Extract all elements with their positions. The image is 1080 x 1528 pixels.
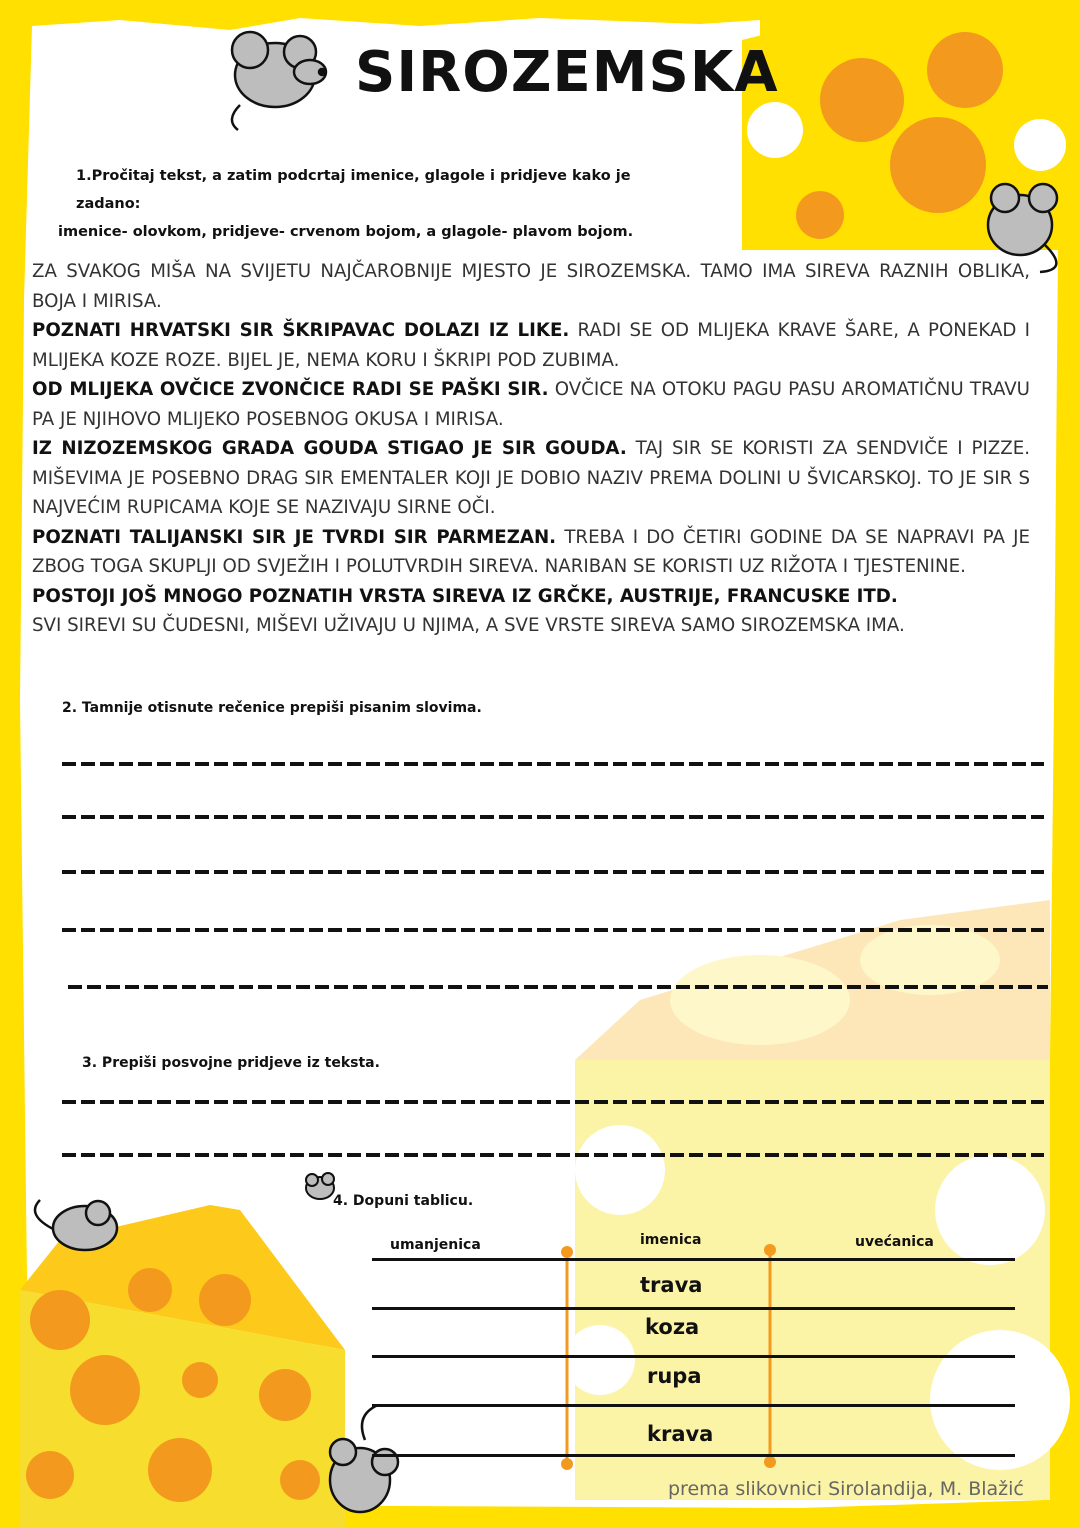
story-paragraph [32, 523, 1030, 582]
story-sentence: OVČICE NA OTOKU PAGU PASU AROMATIČNU TRAVU PA JE NJIHOVO MLIJEKO POSEBNOG OKUSA I MIRISA. [32, 379, 1030, 430]
story-bold-sentence: IZ NIZOZEMSKOG GRADA GOUDA STIGAO JE SIR GOUDA. [32, 438, 627, 459]
story-paragraph [32, 434, 1030, 523]
task3-label: 3. Prepiši posvojne pridjeve iz teksta. [82, 1055, 380, 1071]
cheese-hole [30, 1290, 90, 1350]
writing-line[interactable] [62, 762, 1044, 766]
cheese-hole [26, 1451, 74, 1499]
cheese-pale-hole [930, 1330, 1070, 1470]
table-line[interactable] [372, 1355, 1015, 1358]
mouse-title [232, 32, 326, 130]
credit-text: prema slikovnici Sirolandija, M. Blažić [668, 1478, 1024, 1500]
story-paragraph: SVI SIREVI SU ČUDESNI, MIŠEVI UŽIVAJU U NJIMA, A SVE VRSTE SIREVA SAMO SIROZEMSKA IMA. [32, 615, 905, 636]
mouse-bottom-left [35, 1200, 117, 1250]
story-paragraph: ZA SVAKOG MIŠA NA SVIJETU NAJČAROBNIJE MJESTO JE SIROZEMSKA. TAMO IMA SIREVA RAZNIH OBLIKA, BOJA I MIRISA. [32, 261, 1030, 312]
cheese-pale-hole [575, 1125, 665, 1215]
writing-line[interactable] [62, 815, 1044, 819]
story-sentence: RADI SE OD MLIJEKA KRAVE ŠARE, A PONEKAD I MLIJEKA KOZE ROZE. BIJEL JE, NEMA KORU I ŠKRIPI POD ZUBIMA. [32, 320, 1031, 371]
story-bold-sentence: OD MLIJEKA OVČICE ZVONČICE RADI SE PAŠKI SIR. [32, 379, 549, 400]
story-paragraph [32, 316, 1030, 375]
table-line[interactable] [372, 1454, 1015, 1457]
cheese-pale-hole [670, 955, 850, 1045]
cheese-hole [148, 1438, 212, 1502]
task1-line2: imenice- olovkom, pridjeve- crvenom bojom, a glagole- plavom bojom. [58, 224, 634, 240]
writing-line[interactable] [62, 1100, 1044, 1104]
cheese-hole [280, 1460, 320, 1500]
story-paragraph [32, 375, 1030, 434]
table-divider-dot [561, 1458, 573, 1470]
story-text [32, 257, 1030, 641]
writing-line[interactable] [62, 870, 1044, 874]
table-word: koza [645, 1315, 700, 1339]
cheese-hole [259, 1369, 311, 1421]
table-line [372, 1258, 1015, 1261]
writing-line[interactable] [68, 985, 1048, 989]
story-bold-sentence: POZNATI TALIJANSKI SIR JE TVRDI SIR PARMEZAN. [32, 526, 557, 548]
table-divider-dot [764, 1456, 776, 1468]
task2-label: 2. Tamnije otisnute rečenice prepiši pisanim slovima. [62, 700, 482, 716]
cheese-hole [199, 1274, 251, 1326]
cheese-pale-hole [565, 1325, 635, 1395]
cheese-hole [70, 1355, 140, 1425]
story-bold-sentence: POSTOJI JOŠ MNOGO POZNATIH VRSTA SIREVA IZ GRČKE, AUSTRIJE, FRANCUSKE ITD. [32, 585, 898, 607]
cheese-hole [747, 102, 803, 158]
task4-label: 4. Dopuni tablicu. [333, 1193, 474, 1209]
cheese-hole [890, 117, 986, 213]
table-header-umanjenica: umanjenica [390, 1237, 481, 1253]
table-word: rupa [647, 1364, 702, 1388]
story-paragraph [32, 582, 1030, 612]
cheese-hole [1014, 119, 1066, 171]
task1-line1: 1.Pročitaj tekst, a zatim podcrtaj imenice, glagole i pridjeve kako je zadano: [76, 168, 631, 212]
table-header-imenica: imenica [640, 1232, 702, 1248]
table-divider-dot [561, 1246, 573, 1258]
table-word: krava [647, 1422, 714, 1446]
table-header-uvecanica: uvećanica [855, 1234, 934, 1250]
cheese-hole [820, 58, 904, 142]
page-title: SIROZEMSKA [355, 40, 779, 105]
story-sentence: TREBA I DO ČETIRI GODINE DA SE NAPRAVI PA JE ZBOG TOGA SKUPLJI OD SVJEŽIH I POLUTVRDIH SIREVA. NARIBAN SE KORISTI UZ RIŽOTA I TJESTENINE. [32, 526, 1030, 577]
table-line[interactable] [372, 1404, 1015, 1407]
task1-instructions [58, 162, 678, 246]
story-bold-sentence: POZNATI HRVATSKI SIR ŠKRIPAVAC DOLAZI IZ LIKE. [32, 320, 570, 341]
table-divider-dot [764, 1244, 776, 1256]
writing-line[interactable] [62, 1153, 1044, 1157]
cheese-hole [796, 191, 844, 239]
table-word: trava [640, 1273, 703, 1297]
story-sentence: TAJ SIR SE KORISTI ZA SENDVIČE I PIZZE. MIŠEVIMA JE POSEBNO DRAG SIR EMENTALER KOJI JE DOBIO NAZIV PREMA DOLINI U ŠVICARSKOJ. TO JE SIR S NAJVEĆIM RUPICAMA KOJE SE NAZIVAJU SIRNE OČI. [32, 438, 1030, 518]
cheese-pale-hole [935, 1155, 1045, 1265]
mouse-small [306, 1173, 334, 1199]
cheese-hole [128, 1268, 172, 1312]
cheese-hole [182, 1362, 218, 1398]
writing-line[interactable] [62, 928, 1044, 932]
cheese-hole [927, 32, 1003, 108]
table-line[interactable] [372, 1307, 1015, 1310]
